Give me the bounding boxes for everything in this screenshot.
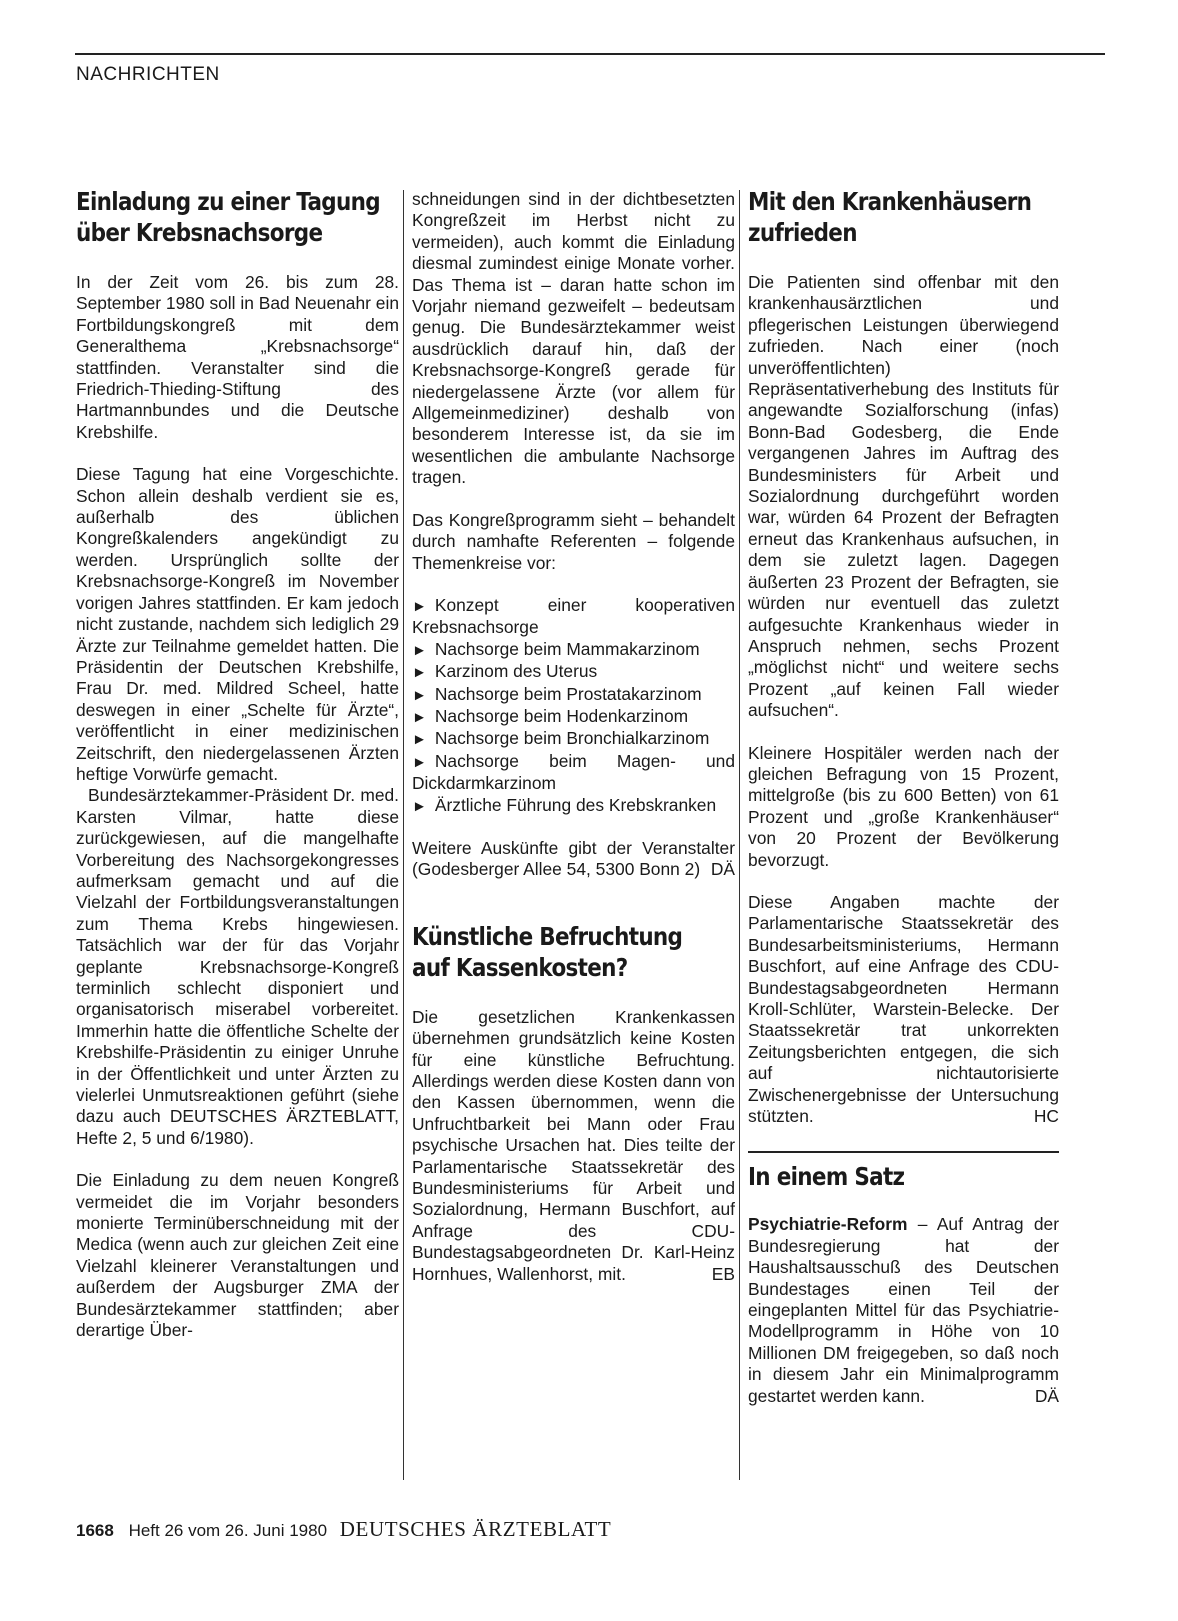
paragraph: Die Einladung zu dem neuen Kongreß vermeidet die im Vorjahr besonders monierte Terminüberschneidung mit der Medica (wenn auch zur gleichen Zeit eine Vielzahl kleinerer Veranstaltungen und außerdem der Augsburger ZMA der Bundesärztekammer stattfinden; aber derartige Über- xyxy=(76,1170,399,1341)
column-1 xyxy=(76,186,399,1363)
author-signature: HC xyxy=(1033,1106,1059,1127)
title-line-2: über Krebsnachsorge xyxy=(76,218,323,247)
lead-term: Psychiatrie-Reform xyxy=(748,1214,908,1235)
column-divider-2 xyxy=(739,190,740,1480)
paragraph: Das Kongreßprogramm sieht – behandelt durch namhafte Referenten – folgende Themenkreise vor: xyxy=(412,509,735,573)
issue-info: Heft 26 vom 26. Juni 1980 xyxy=(128,1521,328,1540)
topic-item: ► Nachsorge beim Bronchialkarzinom xyxy=(412,728,710,749)
triangle-bullet-icon: ► xyxy=(412,641,427,659)
paragraph: Die gesetzlichen Krankenkassen übernehmen grundsätzlich keine Kosten für eine künstliche Befruchtung. Allerdings werden diese Kosten dann von den Kassen übernommen, wenn die Unfruchtbarkeit bei Mann oder Frau psychische Ursachen hat. Dies teilte der Parlamentarische Staatssekretär des Bundesministeriums für Arbeit und Sozialordnung, Hermann Buschfort, auf Anfrage des CDU-Bundestagsabgeordneten Dr. Karl-Heinz Hornhues, Wallenhorst, mit. EB xyxy=(412,1006,735,1284)
topic-item: ► Karzinom des Uterus xyxy=(412,661,598,682)
title-line-1: Mit den Krankenhäusern xyxy=(748,187,1032,216)
article-title-krankenhaeuser xyxy=(748,186,1032,248)
triangle-bullet-icon: ► xyxy=(412,708,427,726)
paragraph: Die Patienten sind offenbar mit den krankenhausärztlichen und pflegerischen Leistungen überwiegend zufrieden. Nach einer (noch unveröffentlichten) Repräsentativerhebung des Instituts für angewandte Sozialforschung (infas) Bonn-Bad Godesberg, die Ende vergangenen Jahres im Auftrag des Bundesministers für Arbeit und Sozialordnung durchgeführt worden war, würden 64 Prozent der Befragten erneut das Krankenhaus aufsuchen, in dem sie zuletzt lagen. Dagegen äußerten 23 Prozent der Befragten, sie würden nur eventuell das zuletzt aufgesuchte Krankenhaus wieder in Anspruch nehmen, sechs Prozent „möglichst nicht“ und weitere sechs Prozent „auf keinen Fall wieder aufsuchen“. xyxy=(748,272,1059,721)
paragraph: In der Zeit vom 26. bis zum 28. September 1980 soll in Bad Neuenahr ein Fortbildungskongreß mit dem Generalthema „Krebsnachsorge“ stattfinden. Veranstalter sind die Friedrich-Thieding-Stiftung des Hartmannbundes und die Deutsche Krebshilfe. xyxy=(76,272,399,442)
page-number: 1668 xyxy=(76,1521,114,1540)
page-footer xyxy=(76,1517,611,1542)
section-title-in-einem-satz: In einem Satz xyxy=(748,1162,905,1192)
paragraph: Diese Tagung hat eine Vorgeschichte. Schon allein deshalb verdient sie es, außerhalb des üblichen Kongreßkalenders angekündigt zu werden. Ursprünglich sollte der Krebsnachsorge-Kongreß im November vorigen Jahres stattfinden. Er kam jedoch nicht zustande, nachdem sich lediglich 29 Ärzte zur Teilnahme gemeldet hatten. Die Präsidentin der Deutschen Krebshilfe, Frau Dr. med. Mildred Scheel, hatte deswegen in einer „Schelte für Ärzte“, veröffentlicht in einer medizinischen Zeitschrift, den niedergelassenen Ärzten heftige Vorwürfe gemacht. xyxy=(76,464,399,784)
magazine-name: DEUTSCHES ÄRZTEBLATT xyxy=(339,1517,612,1541)
title-line-1: Einladung zu einer Tagung xyxy=(76,187,380,216)
paragraph: Psychiatrie-Reform – Auf Antrag der Bundesregierung hat der Haushaltsausschuß des Deutschen Bundestages einen Teil der eingeplanten Mittel für das Psychiatrie-Modellprogramm in Höhe von 10 Millionen DM freigegeben, so daß noch in diesem Jahr ein Minimalprogramm gestartet werden kann. DÄ xyxy=(748,1214,1059,1406)
triangle-bullet-icon: ► xyxy=(412,753,427,771)
paragraph: Weitere Auskünfte gibt der Veranstalter (Godesberger Allee 54, 5300 Bonn 2) DÄ xyxy=(412,837,735,880)
column-divider-1 xyxy=(403,190,404,1480)
topic-item: ► Nachsorge beim Magen- und Dickdarmkarzinom xyxy=(412,750,735,794)
column-2 xyxy=(412,189,735,1306)
topic-item: ► Ärztliche Führung des Krebskranken xyxy=(412,794,717,815)
title-line-2: zufrieden xyxy=(748,218,857,247)
article-title-tagung xyxy=(76,186,380,248)
column-3 xyxy=(748,186,1059,1428)
title-line-2: auf Kassenkosten? xyxy=(412,952,628,982)
paragraph: Kleinere Hospitäler werden nach der gleichen Befragung von 15 Prozent, mittelgroße (bis zu 600 Betten) von 61 Prozent und „große Krankenhäuser“ von 20 Prozent der Bevölkerung bevorzugt. xyxy=(748,742,1059,870)
triangle-bullet-icon: ► xyxy=(412,797,427,815)
author-signature: DÄ xyxy=(1034,1385,1059,1406)
topic-item: ► Nachsorge beim Mammakarzinom xyxy=(412,638,700,659)
paragraph: Bundesärztekammer-Präsident Dr. med. Karsten Vilmar, hatte diese zurückgewiesen, auf die mangelhafte Vorbereitung des Nachsorgekongresses aufmerksam gemacht und auf die Vielzahl der Fortbildungsveranstaltungen zum Thema Krebs hingewiesen. Tatsächlich war der für das Vorjahr geplante Krebsnachsorge-Kongreß terminlich schlecht disponiert und organisatorisch miserabel vorbereitet. Immerhin hatte die öffentliche Schelte der Krebshilfe-Präsidentin zu einiger Unruhe in der Öffentlichkeit und unter Ärzten zu vielerlei Unmutsreaktionen geführt (siehe dazu auch DEUTSCHES ÄRZTEBLATT, Hefte 2, 5 und 6/1980). xyxy=(76,785,399,1148)
top-rule xyxy=(75,53,1105,55)
triangle-bullet-icon: ► xyxy=(412,731,427,749)
section-label: NACHRICHTEN xyxy=(76,64,220,85)
triangle-bullet-icon: ► xyxy=(412,664,427,682)
author-signature: EB xyxy=(711,1263,735,1284)
topic-item: ► Konzept einer kooperativen Krebsnachsorge xyxy=(412,594,735,638)
article-title-befruchtung xyxy=(412,921,690,983)
topic-item: ► Nachsorge beim Hodenkarzinom xyxy=(412,705,689,726)
topic-item: ► Nachsorge beim Prostatakarzinom xyxy=(412,683,702,704)
triangle-bullet-icon: ► xyxy=(412,686,427,704)
topic-list xyxy=(412,595,735,817)
paragraph: Diese Angaben machte der Parlamentarische Staatssekretär des Bundesarbeitsministeriums, Hermann Buschfort, auf eine Anfrage des CDU-Bundestagsabgeordneten Hermann Kroll-Schlüter, Warstein-Belecke. Der Staatssekretär trat unkorrekten Zeitungsberichten entgegen, die sich auf nichtautorisierte Zwischenergebnisse der Untersuchung stützten. HC xyxy=(748,891,1059,1127)
author-signature: DÄ xyxy=(710,859,735,880)
title-line-1: Künstliche Befruchtung xyxy=(412,921,683,951)
paragraph: schneidungen sind in der dichtbesetzten Kongreßzeit im Herbst nicht zu vermeiden), auch kommt die Einladung diesmal zumindest einige Monate vorher. Das Thema ist – daran hatte schon im Vorjahr niemand gezweifelt – bedeutsam genug. Die Bundesärztekammer weist ausdrücklich darauf hin, daß der Krebsnachsorge-Kongreß gerade für niedergelassene Ärzte (vor allem für Allgemeinmediziner) deshalb von besonderem Interesse ist, da sie im wesentlichen die ambulante Nachsorge tragen. xyxy=(412,189,735,488)
section-rule xyxy=(748,1151,1059,1153)
triangle-bullet-icon: ► xyxy=(412,597,427,615)
